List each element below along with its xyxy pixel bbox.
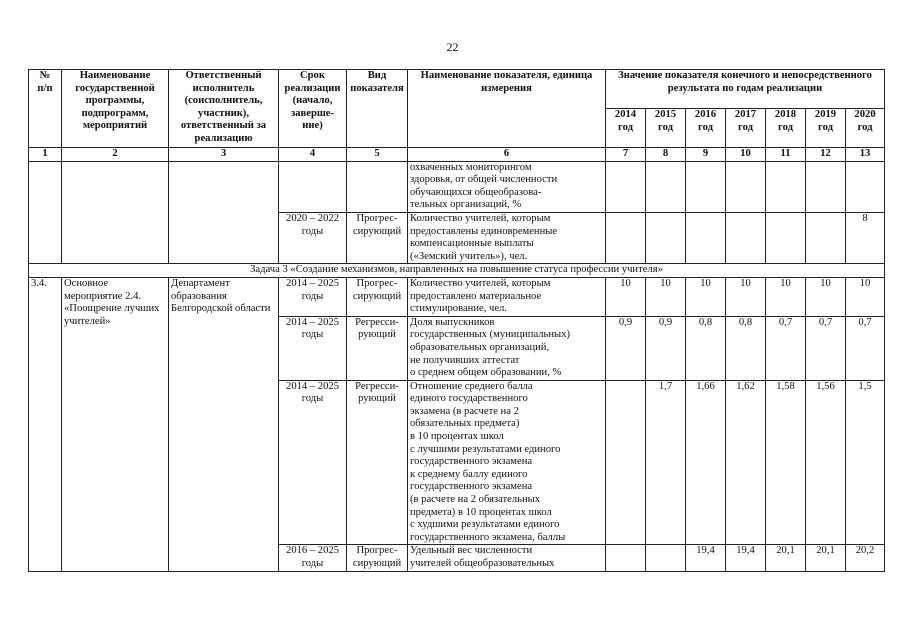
event-number: 3.4. [29, 277, 62, 571]
value-cell [766, 161, 806, 212]
term-cell: 2016 – 2025 годы [279, 545, 347, 571]
column-index: 1 [29, 148, 62, 162]
table-row [29, 277, 885, 316]
value-cell [806, 212, 846, 263]
column-index: 11 [766, 148, 806, 162]
value-cell [686, 212, 726, 263]
value-cell [726, 161, 766, 212]
value-cell: 8 [846, 212, 885, 263]
column-index-row [29, 148, 885, 162]
header-year: 2018 год [766, 109, 806, 148]
header-term: Срок реализации (начало, заверше-ние) [279, 70, 347, 148]
header-indicator: Наименование показателя, единица измерения [408, 70, 606, 148]
header-year: 2014 год [606, 109, 646, 148]
table-row [29, 161, 885, 212]
value-cell: 1,66 [686, 380, 726, 545]
value-cell: 1,62 [726, 380, 766, 545]
type-cell: Прогрес-сирующий [347, 545, 408, 571]
header-program: Наименование государственной программы, подпрограмм, мероприятий [62, 70, 169, 148]
value-cell [646, 161, 686, 212]
event-name: Основное мероприятие 2.4. «Поощрение лучших учителей» [62, 277, 169, 571]
term-cell [279, 161, 347, 212]
value-cell [646, 545, 686, 571]
value-cell: 20,1 [806, 545, 846, 571]
value-cell: 10 [806, 277, 846, 316]
header-executor: Ответственный исполнитель (соисполнитель, участник), ответственный за реализацию [169, 70, 279, 148]
term-cell: 2014 – 2025 годы [279, 380, 347, 545]
value-cell: 1,58 [766, 380, 806, 545]
header-year: 2020 год [846, 109, 885, 148]
indicator-cell: Удельный вес численности учителей общеобразовательных [408, 545, 606, 571]
header-year: 2016 год [686, 109, 726, 148]
indicator-cell: Доля выпускников государственных (муниципальных) образовательных организаций, не получивших аттестат о среднем общем образовании, % [408, 316, 606, 380]
column-index: 7 [606, 148, 646, 162]
value-cell: 1,5 [846, 380, 885, 545]
value-cell [766, 212, 806, 263]
value-cell: 0,7 [766, 316, 806, 380]
value-cell: 10 [846, 277, 885, 316]
value-cell [686, 161, 726, 212]
task-row [29, 264, 885, 278]
value-cell: 1,7 [646, 380, 686, 545]
value-cell: 10 [606, 277, 646, 316]
term-cell: 2014 – 2025 годы [279, 277, 347, 316]
value-cell [606, 545, 646, 571]
header-year: 2019 год [806, 109, 846, 148]
column-index: 5 [347, 148, 408, 162]
type-cell: Регресси-рующий [347, 380, 408, 545]
column-index: 8 [646, 148, 686, 162]
value-cell [606, 161, 646, 212]
value-cell: 0,7 [846, 316, 885, 380]
indicator-cell: Количество учителей, которым предоставлены единовременные компенсационные выплаты («Земский учитель»), чел. [408, 212, 606, 263]
column-index: 3 [169, 148, 279, 162]
header-year: 2015 год [646, 109, 686, 148]
value-cell: 10 [686, 277, 726, 316]
type-cell: Прогрес-сирующий [347, 212, 408, 263]
header-type: Вид показателя [347, 70, 408, 148]
value-cell [726, 212, 766, 263]
page-number: 22 [446, 40, 459, 54]
value-cell: 10 [646, 277, 686, 316]
value-cell: 20,1 [766, 545, 806, 571]
column-index: 10 [726, 148, 766, 162]
column-index: 13 [846, 148, 885, 162]
column-index: 12 [806, 148, 846, 162]
value-cell [646, 212, 686, 263]
value-cell: 1,56 [806, 380, 846, 545]
value-cell [606, 212, 646, 263]
value-cell: 0,8 [686, 316, 726, 380]
header-num: № п/п [29, 70, 62, 148]
value-cell: 20,2 [846, 545, 885, 571]
indicator-cell: охваченных мониторингом здоровья, от общей численности обучающихся общеобразова- тельных организаций, % [408, 161, 606, 212]
indicator-cell: Отношение среднего балла единого государственного экзамена (в расчете на 2 обязательных предмета) в 10 процентах школ с лучшими результатами единого государственного экзамена к среднему баллу единого государственного экзамена (в расчете на 2 обязательных предмета) в 10 процентах школ с худшими результатами единого государственного экзамена, баллы [408, 380, 606, 545]
header-year: 2017 год [726, 109, 766, 148]
value-cell [806, 161, 846, 212]
type-cell [347, 161, 408, 212]
value-cell: 0,9 [606, 316, 646, 380]
type-cell: Регресси-рующий [347, 316, 408, 380]
indicators-table [28, 69, 885, 572]
term-cell: 2014 – 2025 годы [279, 316, 347, 380]
value-cell: 19,4 [686, 545, 726, 571]
value-cell: 0,8 [726, 316, 766, 380]
column-index: 9 [686, 148, 726, 162]
value-cell: 0,7 [806, 316, 846, 380]
header-row-1 [29, 70, 885, 109]
value-cell: 0,9 [646, 316, 686, 380]
value-cell: 19,4 [726, 545, 766, 571]
event-executor: Департамент образования Белгородской области [169, 277, 279, 571]
value-cell [606, 380, 646, 545]
indicator-cell: Количество учителей, которым предоставлено материальное стимулирование, чел. [408, 277, 606, 316]
type-cell: Прогрес-сирующий [347, 277, 408, 316]
task-title: Задача 3 «Создание механизмов, направленных на повышение статуса профессии учителя» [29, 264, 885, 278]
value-cell: 10 [766, 277, 806, 316]
term-cell: 2020 – 2022 годы [279, 212, 347, 263]
column-index: 4 [279, 148, 347, 162]
header-values-title: Значение показателя конечного и непосредственного результата по годам реализации [606, 70, 885, 109]
column-index: 2 [62, 148, 169, 162]
column-index: 6 [408, 148, 606, 162]
value-cell: 10 [726, 277, 766, 316]
value-cell [846, 161, 885, 212]
